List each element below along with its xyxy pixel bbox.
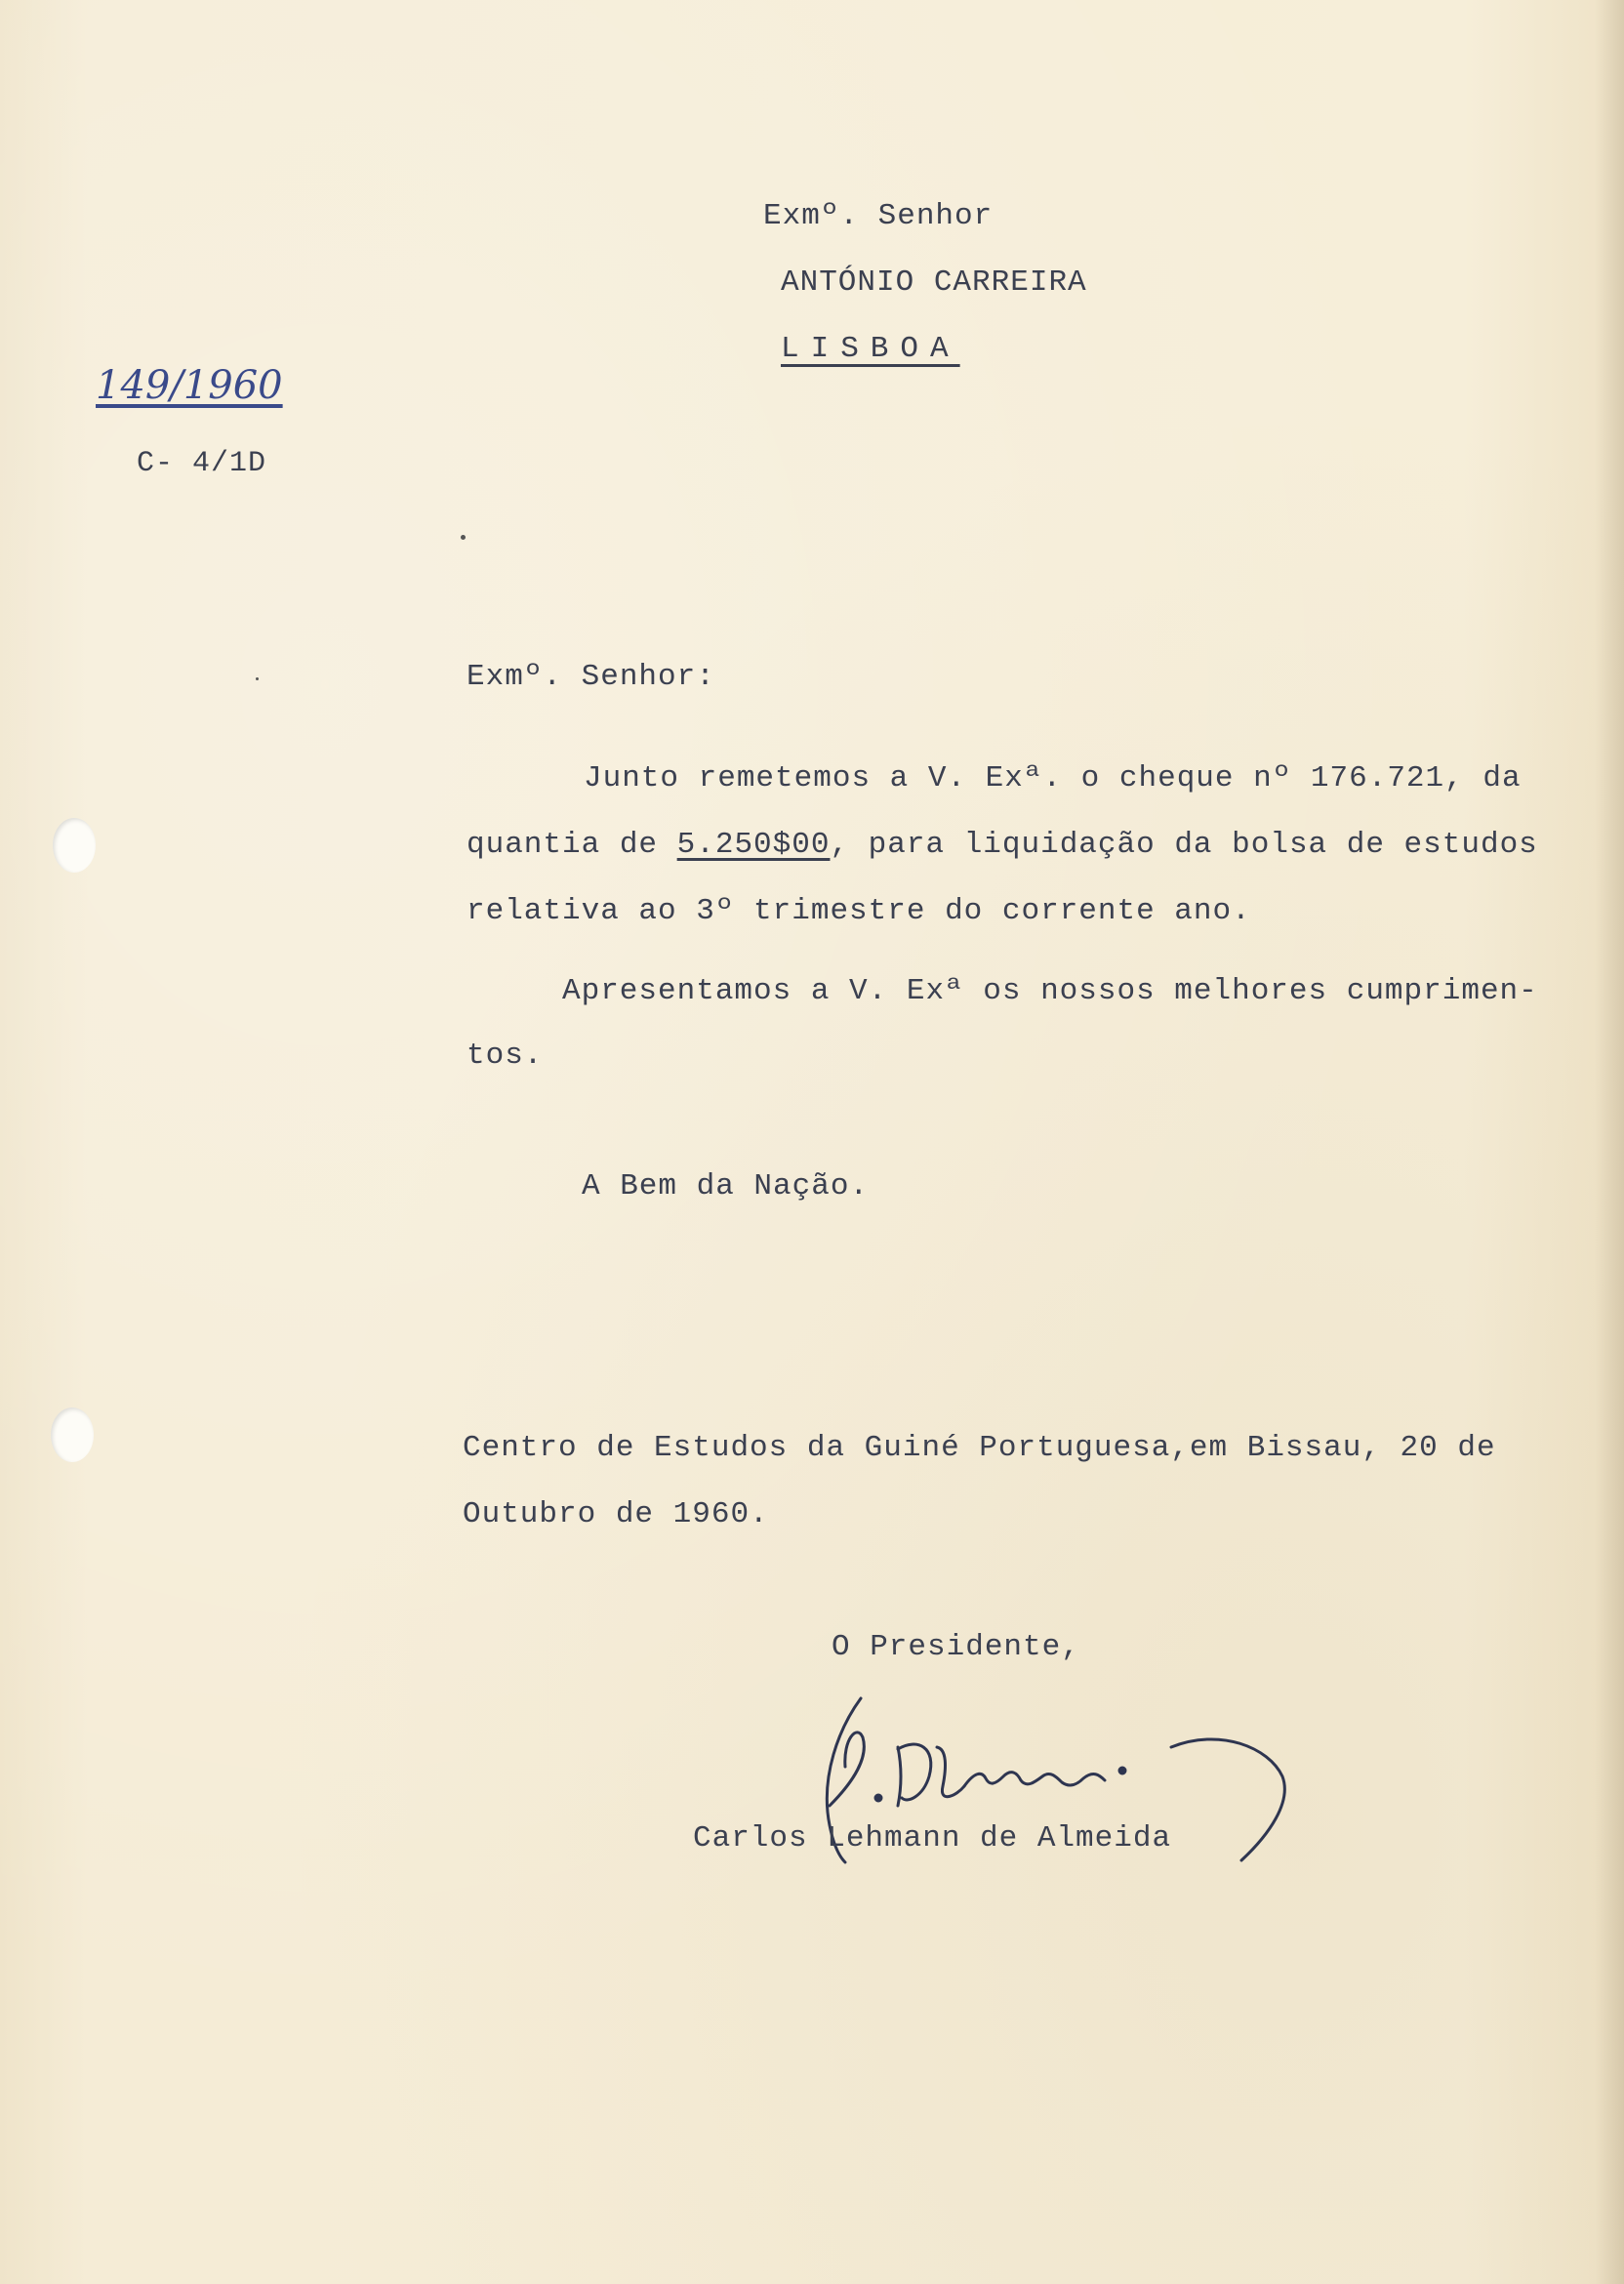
- paragraph1-line1: Junto remetemos a V. Exª. o cheque nº 176.721, da: [584, 761, 1522, 795]
- address-city: LISBOA: [781, 332, 960, 366]
- address-salutation: Exmº. Senhor: [763, 199, 994, 233]
- letter-greeting: Exmº. Senhor:: [467, 660, 715, 694]
- handwritten-reference-number: 149/1960: [96, 363, 283, 408]
- paragraph1-line2: [467, 828, 1538, 862]
- reference-code: C- 4/1D: [137, 447, 267, 480]
- place-date-line1: Centro de Estudos da Guiné Portuguesa,em Bissau, 20 de: [463, 1431, 1496, 1465]
- punch-hole-bottom: [51, 1407, 94, 1462]
- paragraph2-line1: Apresentamos a V. Exª os nossos melhores cumprimen-: [562, 974, 1538, 1008]
- paragraph2-line2: tos.: [467, 1039, 544, 1073]
- paragraph1-line3: relativa ao 3º trimestre do corrente ano.: [467, 894, 1251, 928]
- paragraph1-line2-suffix: , para liquidação da bolsa de estudos: [830, 828, 1538, 862]
- ink-speck: [256, 677, 259, 680]
- signer-title: O Presidente,: [832, 1630, 1080, 1664]
- paper-edge-shadow: [1595, 0, 1624, 2284]
- letter-closing: A Bem da Nação.: [582, 1169, 870, 1203]
- cheque-amount: 5.250$00: [676, 828, 831, 862]
- paragraph1-line2-prefix: quantia de: [467, 828, 677, 862]
- ink-speck: [461, 535, 466, 540]
- punch-hole-top: [53, 818, 96, 873]
- signer-name: Carlos Lehmann de Almeida: [693, 1821, 1172, 1856]
- place-date-line2: Outubro de 1960.: [463, 1497, 769, 1531]
- address-recipient-name: ANTÓNIO CARREIRA: [781, 265, 1087, 300]
